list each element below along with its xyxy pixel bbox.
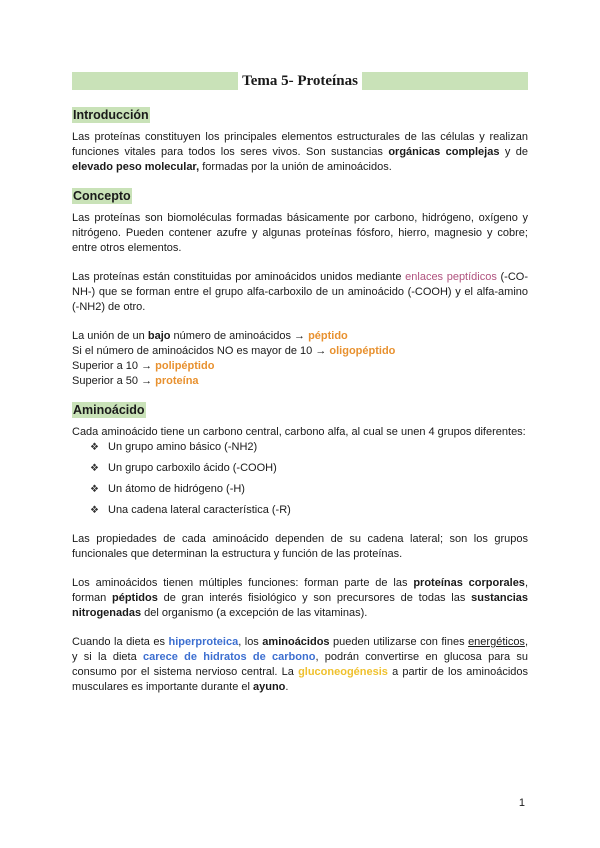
title-bar	[72, 72, 528, 90]
intro-paragraph	[72, 130, 528, 175]
concepto-paragraph-1: Las proteínas son biomoléculas formadas básicamente por carbono, hidrógeno, oxígeno y nitrógeno. Pueden contener azufre y algunas proteínas fósforo, hierro, magnesio y cobre; entre otros elementos.	[72, 212, 528, 254]
diamond-bullet-icon: ❖	[90, 442, 99, 453]
text-run: Las proteínas constituyen los principales elementos estructurales de las células y realizan funciones vitales para todos los seres vivos. Son sustancias	[72, 131, 528, 158]
page-title: Tema 5- Proteínas	[238, 72, 362, 90]
bold-run: ayuno	[252, 681, 286, 693]
list-item	[90, 461, 528, 476]
aminoacido-paragraph-1: Cada aminoácido tiene un carbono central, carbono alfa, al cual se unen 4 grupos diferentes:	[72, 426, 526, 438]
text-run: (-CO-NH-) que se forman entre el grupo alfa-carboxilo de un aminoácido (-COOH) y el alfa-amino (-NH2) de otro.	[72, 271, 529, 313]
aminoacido-paragraph-4	[72, 635, 528, 695]
document-body	[72, 106, 528, 695]
aminoacido-paragraph-3	[72, 576, 528, 621]
list-item-text: Un grupo carboxilo ácido (-COOH)	[108, 462, 277, 474]
text-run: , y si la dieta	[72, 636, 528, 663]
text-run: pueden utilizarse con fines	[329, 636, 469, 648]
bold-run: sustancias nitrogenadas	[72, 592, 528, 619]
classification-line-4	[72, 374, 528, 389]
diamond-bullet-icon: ❖	[90, 463, 99, 474]
term-proteina: proteína	[155, 375, 199, 387]
text-run: Cuando la dieta es	[72, 636, 169, 648]
list-item-text: Una cadena lateral característica (-R)	[108, 504, 291, 516]
heading-concepto: Concepto	[73, 189, 131, 203]
text-run: del organismo (a excepción de las vitaminas).	[141, 607, 368, 619]
aminoacido-paragraph-2: Las propiedades de cada aminoácido dependen de su cadena lateral; son los grupos funcionales que determinan la estructura y función de las proteínas.	[72, 533, 528, 560]
text-run: , forman	[72, 577, 528, 604]
peptide-classification	[72, 329, 528, 389]
underlined-energeticos: energéticos	[468, 636, 525, 648]
bold-run: péptidos	[111, 592, 158, 604]
diamond-bullet-icon: ❖	[90, 505, 99, 516]
heading-aminoacido: Aminoácido	[73, 403, 145, 417]
page-number: 1	[518, 797, 525, 809]
text-run: de gran interés fisiológico y son precursores de todas las	[157, 592, 472, 604]
list-item	[90, 503, 528, 518]
text-run: a partir de los aminoácidos musculares es importante durante el	[72, 666, 528, 693]
diamond-bullet-icon: ❖	[90, 484, 99, 495]
concepto-paragraph-2	[72, 270, 528, 315]
classification-line-3	[72, 359, 528, 374]
text-run: .	[285, 681, 289, 693]
text-run: Superior a 10 →	[72, 360, 156, 372]
text-run: y de	[499, 146, 528, 158]
term-peptido: péptido	[308, 330, 348, 342]
list-item	[90, 440, 528, 455]
bold-run: elevado peso molecular,	[72, 161, 200, 173]
text-run: Los aminoácidos tienen múltiples funciones: forman parte de las	[72, 577, 414, 589]
amino-groups-list	[72, 440, 528, 518]
bold-run: orgánicas complejas	[388, 146, 500, 158]
text-run: Si el número de aminoácidos NO es mayor de 10 →	[72, 345, 330, 357]
classification-line-2	[72, 344, 528, 359]
term-carece-hidratos: carece de hidratos de carbono	[142, 651, 316, 663]
term-hiperproteica: hiperproteica	[168, 636, 239, 648]
text-run: número de aminoácidos →	[170, 330, 309, 342]
bold-run: bajo	[147, 330, 171, 342]
text-run: Superior a 50 →	[72, 375, 156, 387]
bold-run: proteínas corporales	[413, 577, 525, 589]
text-run: , podrán convertirse en glucosa para su consumo por el sistema nervioso central. La	[72, 651, 528, 678]
bold-run: aminoácidos	[262, 636, 330, 648]
term-oligopeptido: oligopéptido	[329, 345, 396, 357]
list-item-text: Un grupo amino básico (-NH2)	[108, 441, 258, 453]
term-gluconeogenesis: gluconeogénesis	[298, 666, 388, 678]
list-item-text: Un átomo de hidrógeno (-H)	[108, 483, 245, 495]
highlight-enlaces-peptidicos: enlaces peptídicos	[405, 271, 497, 283]
list-item	[90, 482, 528, 497]
text-run: , los	[238, 636, 263, 648]
classification-line-1	[72, 329, 528, 344]
heading-introduccion: Introducción	[73, 108, 149, 122]
text-run: La unión de un	[72, 330, 148, 342]
text-run: formadas por la unión de aminoácidos.	[199, 161, 392, 173]
text-run: Las proteínas están constituidas por aminoácidos unidos mediante	[72, 271, 406, 283]
term-polipeptido: polipéptido	[155, 360, 215, 372]
